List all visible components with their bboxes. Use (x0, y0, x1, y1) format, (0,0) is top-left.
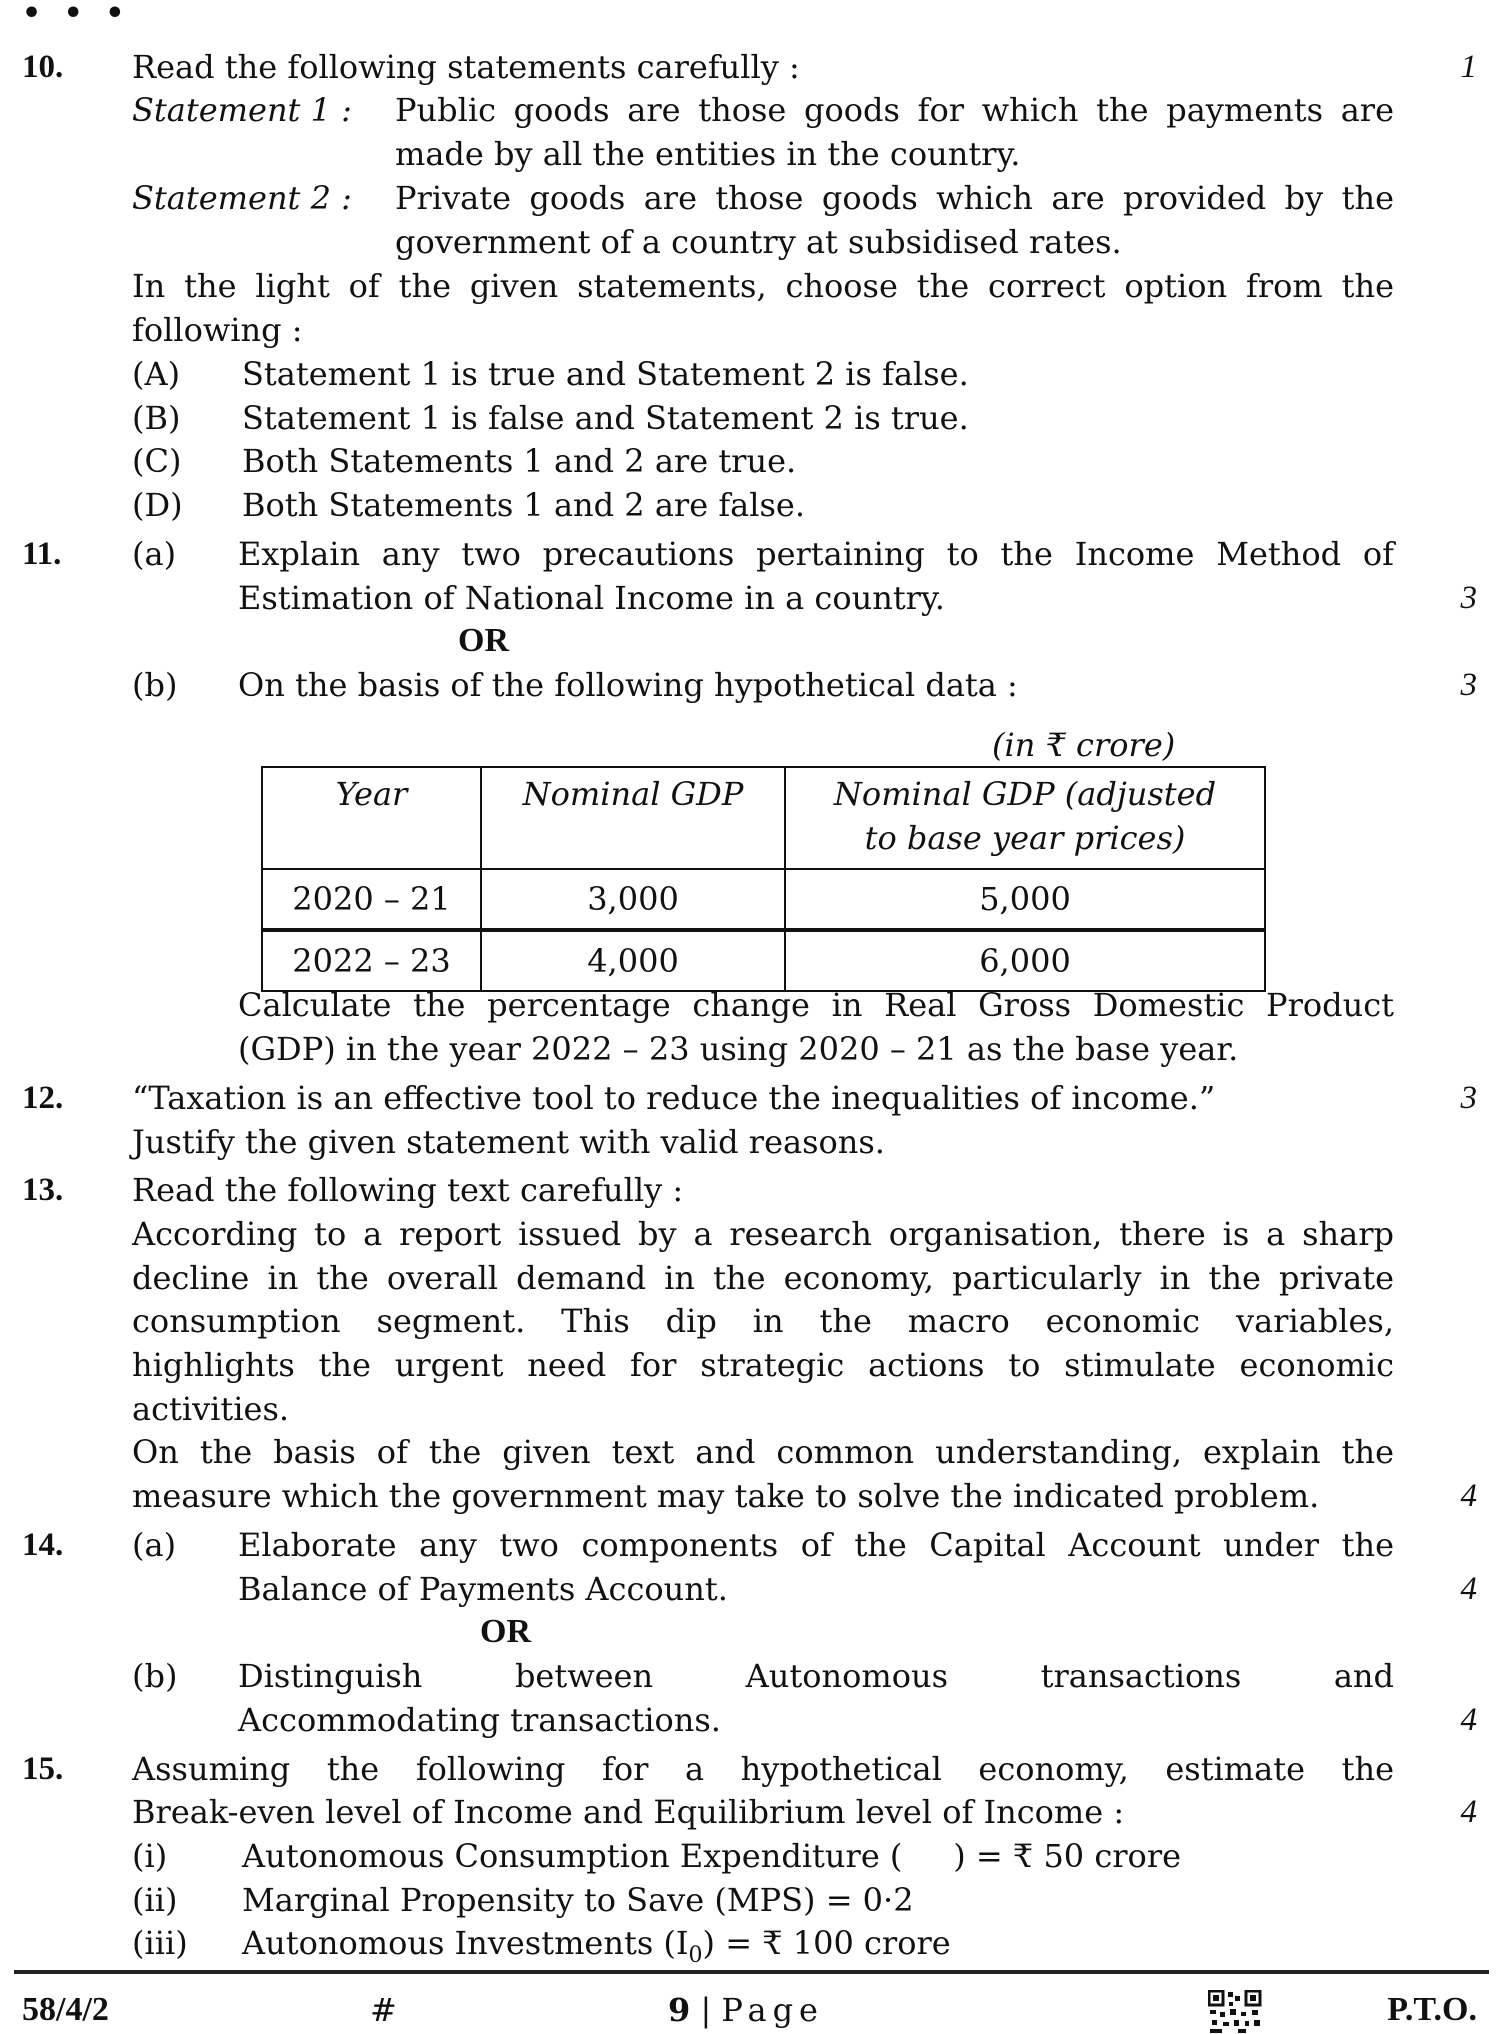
table-row (262, 930, 1265, 991)
q14-or: OR (480, 1613, 531, 1650)
statement-2-line-1: Private goods are those goods which are provided by the (395, 179, 1394, 217)
q15-item-3-text: Autonomous Investments $(I_0)$ = ₹ 100 crore (242, 1924, 951, 1968)
option-b-letter: (B) (132, 399, 181, 437)
statement-1-label: Statement 1 : (132, 91, 352, 129)
q15-number: 15. (22, 1751, 64, 1787)
col-header-nominal-gdp: Nominal GDP (481, 767, 785, 869)
option-b-text: Statement 1 is false and Statement 2 is true. (242, 399, 969, 437)
q12-number: 12. (22, 1080, 64, 1116)
q10-instruction-line-2: following : (132, 311, 303, 349)
more-options-dots[interactable]: • • • (22, 0, 131, 31)
q11b-calc-line-2: (GDP) in the year 2022 – 23 using 2020 – 21 as the base year. (238, 1030, 1239, 1068)
statement-1-line-1: Public goods are those goods for which the payments are (395, 91, 1394, 129)
option-a-letter: (A) (132, 355, 181, 393)
option-a-text: Statement 1 is true and Statement 2 is false. (242, 355, 969, 393)
q13-passage-line-3: consumption segment. This dip in the macro economic variables, (132, 1302, 1394, 1340)
option-c-text: Both Statements 1 and 2 are true. (242, 442, 797, 480)
q14a-marks: 4 (1460, 1571, 1477, 1607)
q14b-letter: (b) (132, 1657, 178, 1695)
col-header-year: Year (262, 767, 481, 869)
q15-item-2-num: (ii) (132, 1881, 178, 1919)
q14a-letter: (a) (132, 1526, 177, 1564)
q12-line-1: “Taxation is an effective tool to reduce the inequalities of income.” (132, 1079, 1216, 1117)
q11-number: 11. (22, 536, 62, 572)
q15-item-3-num: (iii) (132, 1924, 188, 1962)
q13-question-line-2: measure which the government may take to solve the indicated problem. (132, 1477, 1320, 1515)
q14b-line-2: Accommodating transactions. (238, 1701, 721, 1739)
q14b-line-1: Distinguish between Autonomous transactions and (238, 1657, 1394, 1695)
paper-code: 58/4/2 (22, 1991, 109, 2028)
q12-marks: 3 (1460, 1080, 1477, 1116)
pto-label: P.T.O. (1387, 1991, 1477, 2028)
q13-passage-line-4: highlights the urgent need for strategic actions to stimulate economic (132, 1346, 1394, 1384)
col-header-adjusted-gdp: Nominal GDP (adjusted to base year prices) (785, 767, 1265, 869)
q14b-marks: 4 (1460, 1702, 1477, 1738)
q13-passage-line-1: According to a report issued by a research organisation, there is a sharp (132, 1215, 1394, 1253)
q15-marks: 4 (1460, 1794, 1477, 1830)
q14a-line-2: Balance of Payments Account. (238, 1570, 728, 1608)
q10-marks: 1 (1460, 49, 1477, 85)
gdp-data-table (261, 766, 1266, 992)
q11b-text: On the basis of the following hypothetical data : (238, 666, 1018, 704)
q15-item-1-text: Autonomous Consumption Expenditure ( ) = ₹ 50 crore (242, 1837, 1182, 1875)
q13-question-line-1: On the basis of the given text and common understanding, explain the (132, 1433, 1394, 1471)
q13-number: 13. (22, 1172, 64, 1208)
table-row (262, 869, 1265, 930)
option-d-letter: (D) (132, 486, 183, 524)
q11a-letter: (a) (132, 535, 177, 573)
q10-number: 10. (22, 49, 64, 85)
q13-passage-line-2: decline in the overall demand in the economy, particularly in the private (132, 1259, 1394, 1297)
q10-instruction-line-1: In the light of the given statements, choose the correct option from the (132, 267, 1394, 305)
q11b-marks: 3 (1460, 667, 1477, 703)
q15-line-2: Break-even level of Income and Equilibrium level of Income : (132, 1793, 1125, 1831)
cell-year: 2020 – 21 (262, 869, 481, 930)
q15-item-2-text: Marginal Propensity to Save (MPS) = 0·2 (242, 1881, 914, 1919)
statement-1-line-2: made by all the entities in the country. (395, 135, 1021, 173)
page-indicator: 9 | Page (668, 1991, 824, 2029)
q13-marks: 4 (1460, 1478, 1477, 1514)
statement-2-line-2: government of a country at subsidised rates. (395, 223, 1122, 261)
footer-divider (14, 1970, 1489, 1974)
qr-code-icon (1208, 1990, 1264, 2034)
q10-intro: Read the following statements carefully : (132, 48, 800, 86)
hash-mark: # (370, 1991, 397, 2029)
q11a-marks: 3 (1460, 580, 1477, 616)
q15-item-1-num: (i) (132, 1837, 168, 1875)
q11-or: OR (458, 622, 509, 659)
option-c-letter: (C) (132, 442, 182, 480)
q13-intro: Read the following text carefully : (132, 1171, 684, 1209)
cell-adjusted: 5,000 (785, 869, 1265, 930)
q14a-line-1: Elaborate any two components of the Capital Account under the (238, 1526, 1394, 1564)
cell-nominal: 4,000 (481, 930, 785, 991)
q15-line-1: Assuming the following for a hypothetical economy, estimate the (132, 1750, 1394, 1788)
cell-adjusted: 6,000 (785, 930, 1265, 991)
cell-year: 2022 – 23 (262, 930, 481, 991)
q11b-letter: (b) (132, 666, 178, 704)
table-unit: (in ₹ crore) (992, 726, 1176, 764)
option-d-text: Both Statements 1 and 2 are false. (242, 486, 805, 524)
q12-line-2: Justify the given statement with valid reasons. (132, 1123, 885, 1161)
q11a-line-2: Estimation of National Income in a country. (238, 579, 945, 617)
q14-number: 14. (22, 1527, 64, 1563)
statement-2-label: Statement 2 : (132, 179, 352, 217)
cell-nominal: 3,000 (481, 869, 785, 930)
q13-passage-line-5: activities. (132, 1390, 290, 1428)
q11a-line-1: Explain any two precautions pertaining to the Income Method of (238, 535, 1394, 573)
q11b-calc-line-1: Calculate the percentage change in Real Gross Domestic Product (238, 986, 1394, 1024)
